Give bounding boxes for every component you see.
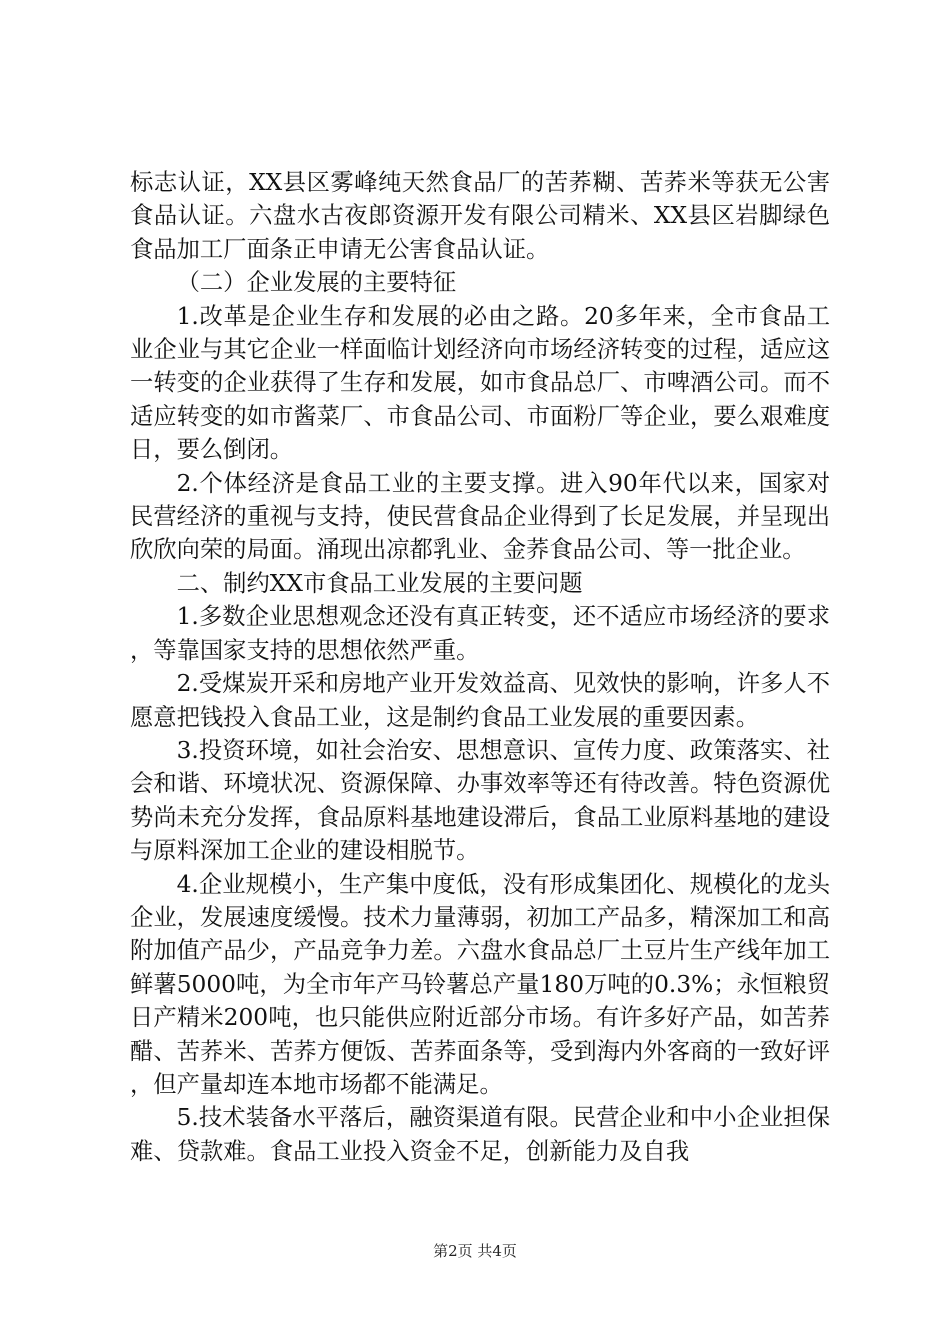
paragraph: 2.受煤炭开采和房地产业开发效益高、见效快的影响，许多人不愿意把钱投入食品工业，这是制约食品工业发展的重要因素。 <box>130 670 830 731</box>
section-heading: 二、制约XX市食品工业发展的主要问题 <box>176 569 583 597</box>
paragraph: 2.个体经济是食品工业的主要支撑。进入90年代以来，国家对民营经济的重视与支持，使民营食品企业得到了长足发展，并呈现出欣欣向荣的局面。涌现出凉都乳业、金荞食品公司、等一批企业。 <box>130 469 830 564</box>
paragraph: 4.企业规模小，生产集中度低，没有形成集团化、规模化的龙头企业，发展速度缓慢。技术力量薄弱，初加工产品多，精深加工和高附加值产品少，产品竞争力差。六盘水食品总厂土豆片生产线年加工鲜薯5000吨，为全市年产马铃薯总产量180万吨的0.3%；永恒粮贸日产精米200吨，也只能供应附近部分市场。有许多好产品，如苦荞醋、苦荞米、苦荞方便饭、苦荞面条等，受到海内外客商的一致好评，但产量却连本地市场都不能满足。 <box>130 870 830 1098</box>
paragraph: 3.投资环境，如社会治安、思想意识、宣传力度、政策落实、社会和谐、环境状况、资源保障、办事效率等还有待改善。特色资源优势尚未充分发挥，食品原料基地建设滞后，食品工业原料基地的建设与原料深加工企业的建设相脱节。 <box>130 736 830 865</box>
paragraph: 1.多数企业思想观念还没有真正转变，还不适应市场经济的要求，等靠国家支持的思想依然严重。 <box>130 603 830 664</box>
page-footer: 第2页 共4页 <box>433 1242 517 1260</box>
section-heading: （二）企业发展的主要特征 <box>176 269 457 297</box>
document-body <box>130 166 830 1168</box>
paragraph: 标志认证，XX县区雾峰纯天然食品厂的苦荞糊、苦荞米等获无公害食品认证。六盘水古夜郎资源开发有限公司精米、XX县区岩脚绿色食品加工厂面条正申请无公害食品认证。 <box>130 169 830 263</box>
paragraph: 5.技术装备水平落后，融资渠道有限。民营企业和中小企业担保难、贷款难。食品工业投入资金不足，创新能力及自我 <box>130 1104 830 1165</box>
paragraph: 1.改革是企业生存和发展的必由之路。20多年来，全市食品工业企业与其它企业一样面临计划经济向市场经济转变的过程，适应这一转变的企业获得了生存和发展，如市食品总厂、市啤酒公司。而不适应转变的如市酱菜厂、市食品公司、市面粉厂等企业，要么艰难度日，要么倒闭。 <box>130 302 830 464</box>
